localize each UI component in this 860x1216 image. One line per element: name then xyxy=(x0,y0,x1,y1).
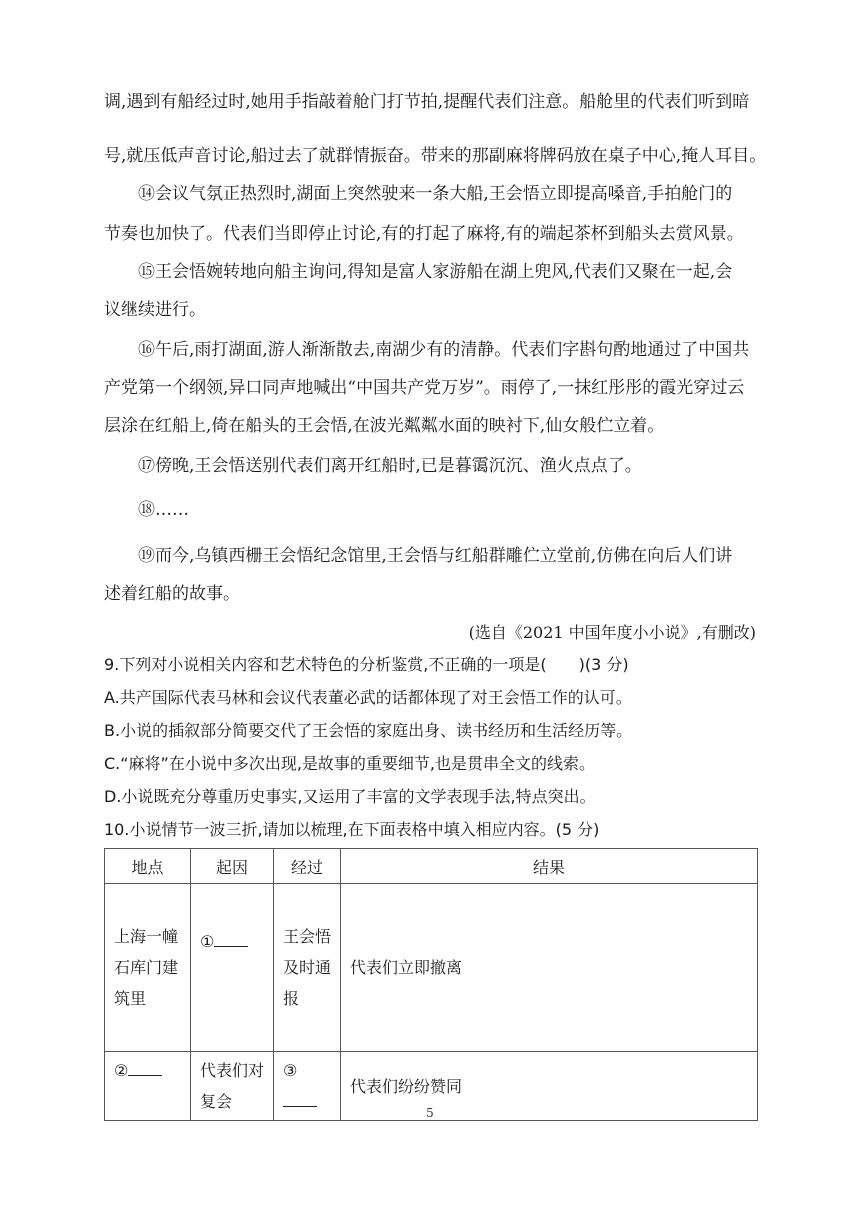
row1-result-cell xyxy=(341,884,758,1052)
option-c: C.“麻将”在小说中多次出现,是故事的重要细节,也是贯串全文的线索。 xyxy=(104,754,596,773)
question-10-stem: 10.小说情节一波三折,请加以梳理,在下面表格中填入相应内容。(5 分) xyxy=(104,820,600,839)
story-line: 调,遇到有船经过时,她用手指敲着舱门打节拍,提醒代表们注意。船舱里的代表们听到暗 xyxy=(104,92,750,112)
story-line: 述着红船的故事。 xyxy=(104,584,240,604)
row2-process-marker: ③ xyxy=(283,1061,298,1080)
option-b: B.小说的插叙部分简要交代了王会悟的家庭出身、读书经历和生活经历等。 xyxy=(104,721,633,740)
paragraph-18-line: ⑱…… xyxy=(138,500,189,520)
header-place: 地点 xyxy=(105,849,191,884)
story-line: 产党第一个纲领,异口同声地喊出“中国共产党万岁”。雨停了,一抹红彤彤的霞光穿过云 xyxy=(104,378,745,398)
answer-blank-2[interactable] xyxy=(128,1059,162,1076)
plot-table xyxy=(104,848,758,1121)
table-row xyxy=(105,884,758,1052)
option-d: D.小说既充分尊重历史事实,又运用了丰富的文学表现手法,特点突出。 xyxy=(104,787,596,806)
page-number: 5 xyxy=(426,1106,434,1120)
row1-process: 王会悟及时通报 xyxy=(283,927,332,1008)
row1-process-cell xyxy=(274,884,341,1052)
answer-blank-1[interactable] xyxy=(214,930,248,947)
paragraph-15-line: ⑮王会悟婉转地向船主询问,得知是富人家游船在湖上兜风,代表们又聚在一起,会 xyxy=(138,262,733,282)
paragraph-19-line: ⑲而今,乌镇西栅王会悟纪念馆里,王会悟与红船群雕伫立堂前,仿佛在向后人们讲 xyxy=(138,546,733,566)
row1-place: 上海一幢石库门建筑里 xyxy=(114,927,179,1008)
story-line: 层涂在红船上,倚在船头的王会悟,在波光粼粼水面的映衬下,仙女般伫立着。 xyxy=(104,416,665,436)
paragraph-17-line: ⑰傍晚,王会悟送别代表们离开红船时,已是暮霭沉沉、渔火点点了。 xyxy=(138,456,642,476)
question-9-stem: 9.下列对小说相关内容和艺术特色的分析鉴赏,不正确的一项是( )(3 分) xyxy=(104,655,629,674)
option-a: A.共产国际代表马林和会议代表董必武的话都体现了对王会悟工作的认可。 xyxy=(104,688,632,707)
row2-place-marker: ② xyxy=(114,1061,129,1080)
header-process: 经过 xyxy=(274,849,341,884)
answer-blank-3[interactable] xyxy=(283,1090,317,1107)
table-header-row xyxy=(105,849,758,884)
story-line: 议继续进行。 xyxy=(104,300,206,320)
row1-cause-cell xyxy=(191,884,274,1052)
row2-cause: 代表们对复会 xyxy=(200,1061,265,1111)
header-result: 结果 xyxy=(341,849,758,884)
row1-place-cell xyxy=(105,884,191,1052)
paragraph-16-line: ⑯午后,雨打湖面,游人渐渐散去,南湖少有的清静。代表们字斟句酌地通过了中国共 xyxy=(138,340,750,360)
row2-result: 代表们纷纷赞同 xyxy=(350,1076,463,1096)
row1-cause-marker: ① xyxy=(200,932,215,951)
header-cause: 起因 xyxy=(191,849,274,884)
story-line: 节奏也加快了。代表们当即停止讨论,有的打起了麻将,有的端起茶杯到船头去赏风景。 xyxy=(104,224,744,244)
story-line: 号,就压低声音讨论,船过去了就群情振奋。带来的那副麻将牌码放在桌子中心,掩人耳目。 xyxy=(104,146,767,166)
row1-result: 代表们立即撤离 xyxy=(350,958,463,977)
source-citation: (选自《2021 中国年度小小说》,有删改) xyxy=(468,623,756,642)
paragraph-14-line: ⑭会议气氛正热烈时,湖面上突然驶来一条大船,王会悟立即提高嗓音,手拍舱门的 xyxy=(138,184,733,204)
